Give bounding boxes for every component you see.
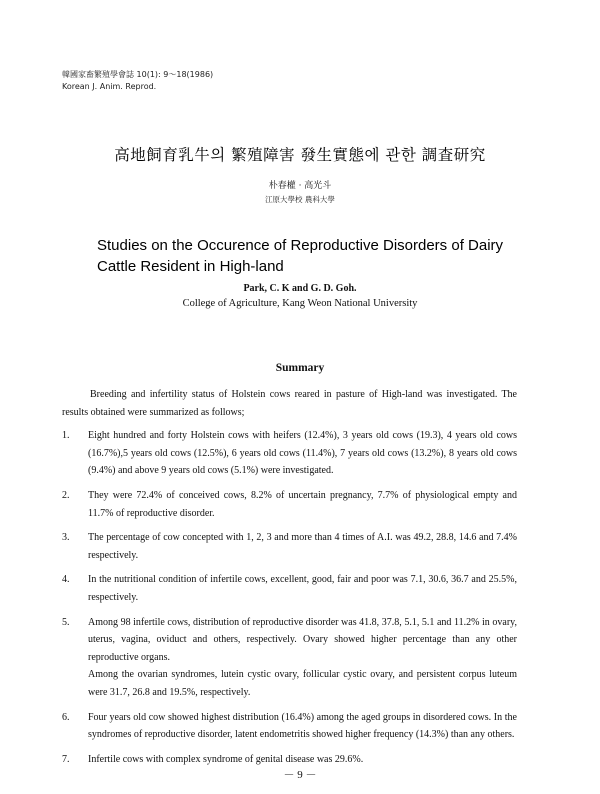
- english-title: Studies on the Occurence of Reproductive Disorders of Dairy Cattle Resident in High-land: [97, 237, 504, 275]
- summary-item: [62, 487, 517, 522]
- item-text: Eight hundred and forty Holstein cows with heifers (12.4%), 3 years old cows (19.3), 4 years old cows (16.7%),5 years old cows (12.5%), 6 years old cows (11.4%), 7 years old cows (13.2%), 8 years old cows (9.4%) and above 9 years old cows (5.1%) were investigated.: [88, 430, 517, 477]
- journal-citation-en: Korean J. Anim. Reprod.: [62, 82, 157, 91]
- item-text: Infertile cows with complex syndrome of genital disease was 29.6%.: [88, 753, 364, 765]
- item-text-part-2: Among the ovarian syndromes, lutein cystic ovary, follicular cystic ovary, and persistent corpus luteum were 31.7, 26.8 and 19.5%, respectively.: [88, 669, 517, 698]
- item-number: 2.: [62, 489, 70, 501]
- item-text: They were 72.4% of conceived cows, 8.2% of uncertain pregnancy, 7.7% of physiological empty and 11.7% of reproductive disorder.: [88, 489, 517, 519]
- english-affiliation: College of Agriculture, Kang Weon National University: [182, 298, 418, 309]
- english-authors: Park, C. K and G. D. Goh.: [243, 283, 357, 294]
- korean-affiliation: 江原大學校 農科大學: [265, 195, 335, 204]
- item-text: [88, 614, 517, 702]
- summary-item: [62, 614, 517, 702]
- summary-body: [62, 386, 517, 775]
- item-number: 1.: [62, 430, 70, 442]
- item-number: 4.: [62, 574, 70, 586]
- item-number: 7.: [62, 753, 70, 765]
- item-text: In the nutritional condition of infertile cows, excellent, good, fair and poor was 7.1, 30.6, 36.7 and 25.5%, respectively.: [88, 574, 517, 603]
- item-number: 5.: [62, 616, 70, 628]
- item-number: 6.: [62, 711, 70, 723]
- journal-citation: [62, 69, 213, 93]
- journal-citation-kr: 韓國家畜繁殖學會誌 10(1): 9～18(1986): [62, 70, 214, 79]
- item-text: Four years old cow showed highest distribution (16.4%) among the aged groups in disordered cows. In the syndromes of reproductive disorder, latent endometritis showed higher frequency (14.3%) than any others.: [88, 711, 517, 741]
- item-text: The percentage of cow concepted with 1, 2, 3 and more than 4 times of A.I. was 49.2, 28.8, 14.6 and 7.4% respectively.: [88, 532, 517, 561]
- summary-item: [62, 529, 517, 564]
- summary-item: [62, 709, 517, 744]
- summary-heading: Summary: [275, 362, 325, 374]
- summary-intro: Breeding and infertility status of Holstein cows reared in pasture of High-land was investigated. The results obtained were summarized as follows;: [62, 389, 517, 418]
- summary-item: [62, 427, 517, 480]
- summary-item: [62, 571, 517, 606]
- page-number: － 9 －: [283, 769, 317, 781]
- item-number: 3.: [62, 532, 70, 544]
- korean-title: 高地飼育乳牛의 繁殖障害 發生實態에 관한 調査研究: [114, 146, 486, 164]
- korean-authors: 朴春權 · 高光斗: [268, 181, 332, 191]
- item-text-part-1: Among 98 infertile cows, distribution of reproductive disorder was 41.8, 37.8, 5.1, 5.1 and 11.2% in ovary, uterus, vagina, oviduct and others, respectively. Ovary showed higher percentage than any other reproductive organs.: [88, 616, 517, 663]
